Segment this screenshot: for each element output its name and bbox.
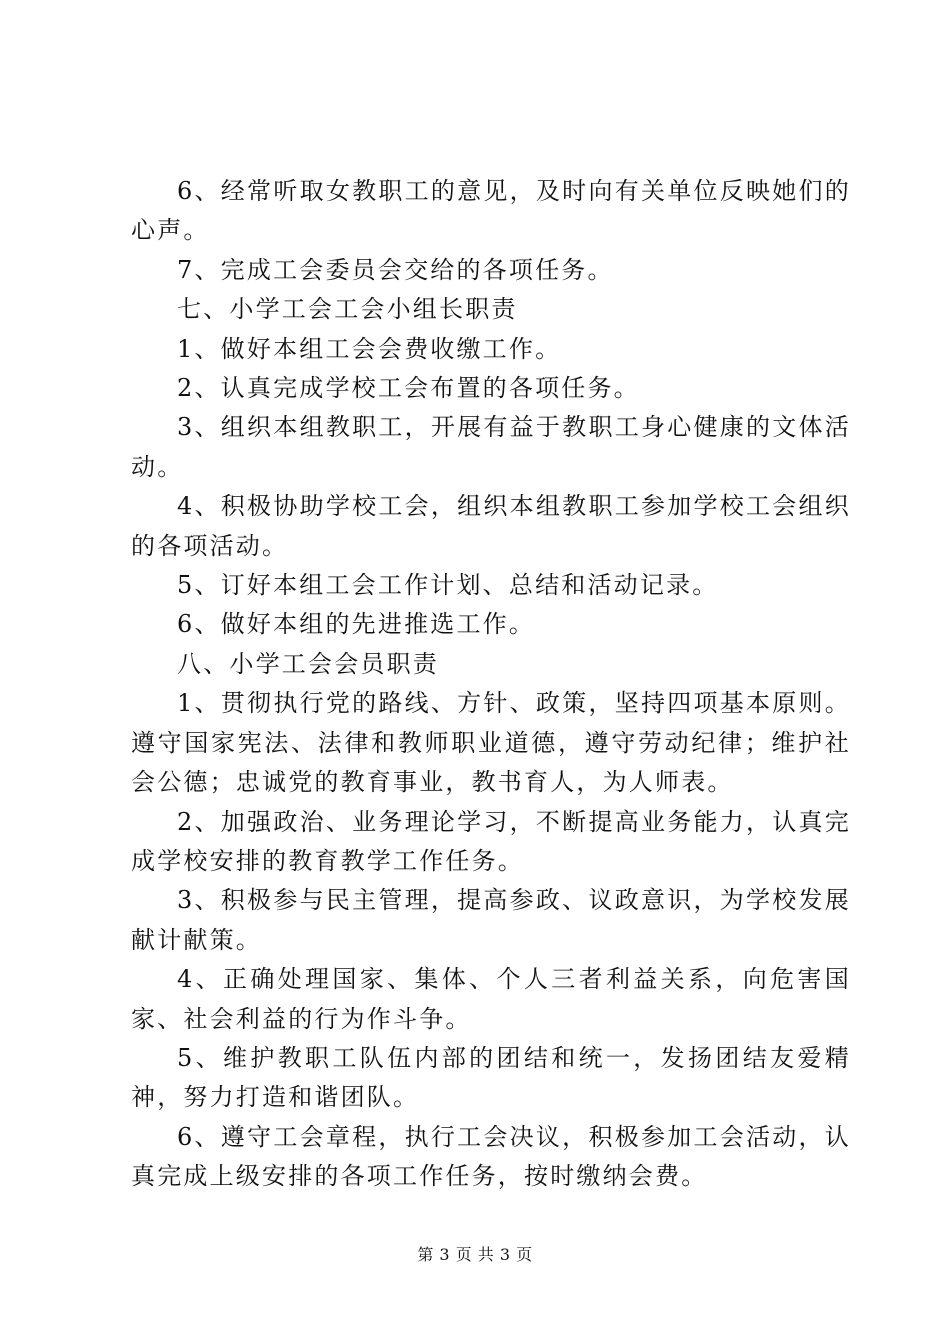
paragraph: 5、维护教职工队伍内部的团结和统一，发扬团结友爱精神，努力打造和谐团队。 (131, 1043, 851, 1112)
document-body (131, 172, 851, 1197)
paragraph: 3、组织本组教职工，开展有益于教职工身心健康的文体活动。 (131, 413, 851, 481)
page-number-footer: 第 3 页 共 3 页 (417, 1245, 533, 1264)
section-heading: 七、小学工会工会小组长职责 (177, 295, 518, 324)
paragraph: 6、做好本组的先进推选工作。 (177, 610, 536, 639)
paragraph: 1、贯彻执行党的路线、方针、政策，坚持四项基本原则。遵守国家宪法、法律和教师职业道德，遵守劳动纪律；维护社会公德；忠诚党的教育事业，教书育人，为人师表。 (131, 689, 851, 797)
paragraph: 5、订好本组工会工作计划、总结和活动记录。 (177, 571, 719, 600)
paragraph: 4、积极协助学校工会，组织本组教职工参加学校工会组织的各项活动。 (131, 492, 851, 560)
paragraph: 1、做好本组工会会费收缴工作。 (177, 334, 562, 363)
paragraph: 6、遵守工会章程，执行工会决议，积极参加工会活动，认真完成上级安排的各项工作任务，按时缴纳会费。 (131, 1122, 851, 1191)
paragraph: 7、完成工会委员会交给的各项任务。 (177, 255, 614, 284)
paragraph: 3、积极参与民主管理，提高参政、议政意识，为学校发展献计献策。 (131, 886, 851, 954)
paragraph: 4、正确处理国家、集体、个人三者利益关系，向危害国家、社会利益的行为作斗争。 (131, 965, 851, 1033)
paragraph: 2、认真完成学校工会布置的各项任务。 (177, 374, 640, 403)
section-heading: 八、小学工会会员职责 (177, 649, 439, 678)
paragraph: 6、经常听取女教职工的意见，及时向有关单位反映她们的心声。 (131, 177, 851, 245)
paragraph: 2、加强政治、业务理论学习，不断提高业务能力，认真完成学校安排的教育教学工作任务。 (131, 807, 851, 875)
